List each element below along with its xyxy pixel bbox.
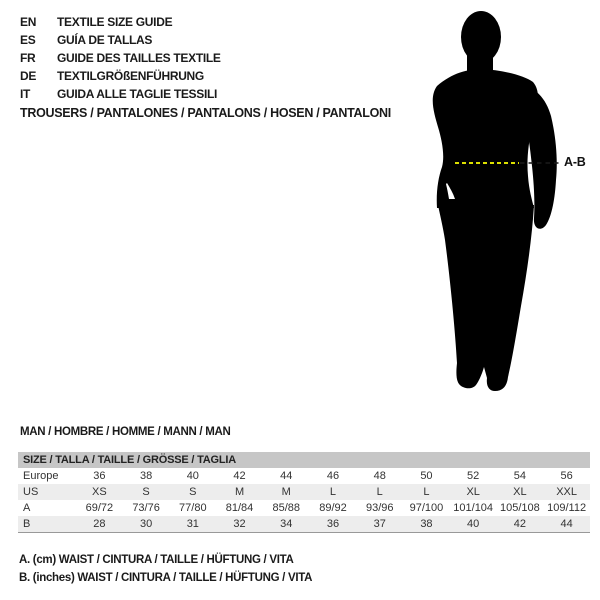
row-label: US	[23, 486, 39, 498]
size-cell: 85/88	[272, 502, 301, 514]
size-cell: 42	[513, 518, 527, 530]
size-cell: 73/76	[132, 502, 160, 514]
size-cell: L	[376, 486, 383, 498]
size-table-row	[18, 500, 590, 516]
size-cell: M	[281, 486, 291, 498]
size-cell: 89/92	[319, 502, 347, 514]
size-cell: 52	[467, 470, 480, 482]
footnote-line: B. (inches) WAIST / CINTURA / TAILLE / HÜFTUNG / VITA	[19, 572, 313, 584]
size-table-body	[18, 468, 590, 533]
footnotes	[19, 551, 312, 587]
size-cell: S	[189, 486, 197, 498]
language-code: FR	[20, 51, 36, 65]
language-label: GUÍA DE TALLAS	[57, 33, 153, 47]
language-row	[20, 13, 221, 31]
size-cell: 38	[139, 470, 153, 482]
size-cell: 69/72	[85, 502, 114, 514]
product-type-title: TROUSERS / PANTALONES / PANTALONS / HOSEN / PANTALONI	[20, 106, 391, 120]
size-table-row	[18, 484, 590, 500]
row-label: Europe	[23, 470, 59, 482]
language-label: GUIDA ALLE TAGLIE TESSILI	[57, 87, 218, 101]
language-row	[20, 67, 221, 85]
size-cell: 105/108	[500, 502, 540, 514]
language-label: TEXTILE SIZE GUIDE	[57, 15, 173, 29]
size-cell: 48	[373, 470, 386, 482]
language-row	[20, 31, 221, 49]
size-cell: XL	[513, 486, 527, 498]
row-label: B	[23, 518, 31, 530]
size-cell: XXL	[556, 486, 578, 498]
size-cell: 81/84	[225, 502, 254, 514]
size-cell: L	[423, 486, 430, 498]
row-label: A	[23, 502, 31, 514]
size-cell: 46	[326, 470, 340, 482]
size-cell: 93/96	[365, 502, 394, 514]
size-cell: 38	[420, 518, 433, 530]
language-code: DE	[20, 69, 37, 83]
size-cell: 40	[186, 470, 199, 482]
language-label: GUIDE DES TAILLES TEXTILE	[57, 51, 221, 65]
size-cell: 97/100	[409, 502, 444, 514]
size-cell: 109/112	[547, 502, 587, 514]
size-cell: 40	[467, 518, 480, 530]
size-cell: 77/80	[179, 502, 207, 514]
size-cell: 101/104	[453, 502, 494, 514]
size-cell: L	[329, 486, 337, 498]
size-cell: XS	[92, 486, 107, 498]
size-table-row	[18, 516, 590, 533]
size-cell: 54	[513, 470, 527, 482]
size-cell: 42	[233, 470, 246, 482]
man-silhouette-icon	[390, 0, 600, 400]
size-cell: 50	[420, 470, 433, 482]
size-cell: 44	[280, 470, 293, 482]
size-table	[18, 452, 590, 533]
language-row	[20, 49, 221, 67]
section-title-man: MAN / HOMBRE / HOMME / MANN / MAN	[20, 426, 231, 438]
language-row	[20, 85, 221, 103]
waist-measure-label: A-B	[564, 155, 586, 169]
size-table-header: SIZE / TALLA / TAILLE / GRÖSSE / TAGLIA	[18, 452, 590, 468]
size-cell: 36	[326, 518, 340, 530]
size-cell: 44	[560, 518, 573, 530]
size-cell: 34	[280, 518, 293, 530]
language-label: TEXTILGRÖßENFÜHRUNG	[57, 69, 204, 83]
size-cell: 36	[93, 470, 106, 482]
footnote-line: A. (cm) WAIST / CINTURA / TAILLE / HÜFTUNG / VITA	[19, 554, 294, 566]
size-cell: XL	[466, 486, 480, 498]
size-cell: 37	[373, 518, 386, 530]
language-code: ES	[20, 33, 36, 47]
size-cell: 32	[233, 518, 246, 530]
language-code: IT	[20, 87, 31, 101]
figure-area	[390, 0, 600, 400]
language-code: EN	[20, 15, 37, 29]
size-cell: 30	[139, 518, 153, 530]
size-cell: S	[142, 486, 150, 498]
size-cell: 31	[186, 518, 199, 530]
size-cell: 28	[93, 518, 106, 530]
size-table-row	[18, 468, 590, 484]
size-cell: 56	[560, 470, 573, 482]
language-list	[20, 13, 221, 103]
size-cell: M	[234, 486, 245, 498]
